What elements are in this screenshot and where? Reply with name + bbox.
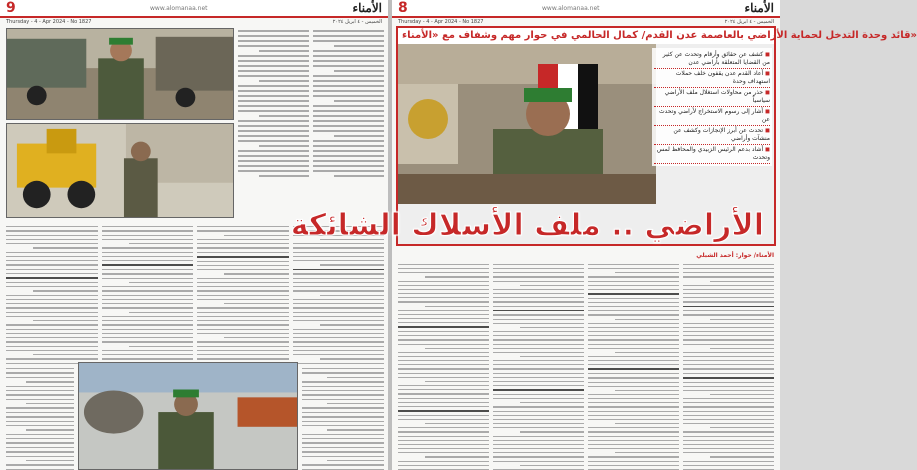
key-point: ◼ أعاد القدم عدن يقفون خلف حملات استهداف وحدة (654, 69, 770, 88)
dateline-ar: الخميس - ٤ ابريل ٢٠٢٤ (724, 19, 774, 25)
text-columns-middle (6, 224, 384, 364)
text-column-bottom-right (302, 366, 384, 470)
newspaper-url: www.alomanaa.net (542, 5, 600, 12)
text-column-top (238, 28, 384, 218)
key-point: ◼ أشار إلى رسوم الاستخراج لأراضي وتحدث عن (654, 107, 770, 126)
masthead (0, 0, 388, 18)
dateline (0, 18, 388, 26)
text-column-bottom-left (6, 366, 74, 470)
page-number: 8 (398, 0, 408, 16)
key-point: ◼ حذر من محاولات استغلال ملف الأراضي سياسياً (654, 88, 770, 107)
dateline-en: Thursday - 4 - Apr 2024 - No 1827 (6, 19, 92, 25)
article-body-columns (398, 262, 774, 470)
dateline-ar: الخميس - ٤ ابريل ٢٠٢٤ (332, 19, 382, 25)
masthead (392, 0, 780, 18)
dateline-en: Thursday - 4 - Apr 2024 - No 1827 (398, 19, 484, 25)
newspaper-url: www.alomanaa.net (150, 5, 208, 12)
main-title: الأراضي .. ملف الأسلاك الشائكة (290, 208, 764, 243)
photo-soldier-trucks (6, 28, 234, 120)
photo-soldier-mixer (78, 362, 298, 470)
newspaper-page-8 (290, 0, 917, 470)
photo-commander-portrait (398, 44, 656, 204)
page-number: 9 (6, 0, 16, 16)
key-point: ◼ تحدث عن أبرز الإنجازات وكشف عن منشآت وأراضي (654, 126, 770, 145)
newspaper-logo: الأمناء (744, 1, 774, 15)
feature-headline-box (290, 26, 917, 246)
key-points-list (652, 48, 772, 166)
newspaper-logo: الأمناء (352, 1, 382, 15)
photo-bulldozer (6, 123, 234, 218)
interview-headline: قائد وحدة التدخل لحماية الأراضي بالعاصمة عدن القدم/ كمال الحالمي في حوار مهم وشفاف مع «الأمناء» (398, 28, 774, 44)
dateline (392, 18, 780, 26)
byline: الأمناء/ حوار: أحمد الشبلي (696, 252, 774, 259)
key-point: ◼ أشاد بدعم الرئيس الزبيدي والمحافظ لمس وتحدث (654, 145, 770, 164)
key-point: ◼ كشف عن حقائق وأرقام وتحدث عن كثير من القضايا المتعلقة بأراضي عدن (654, 50, 770, 69)
